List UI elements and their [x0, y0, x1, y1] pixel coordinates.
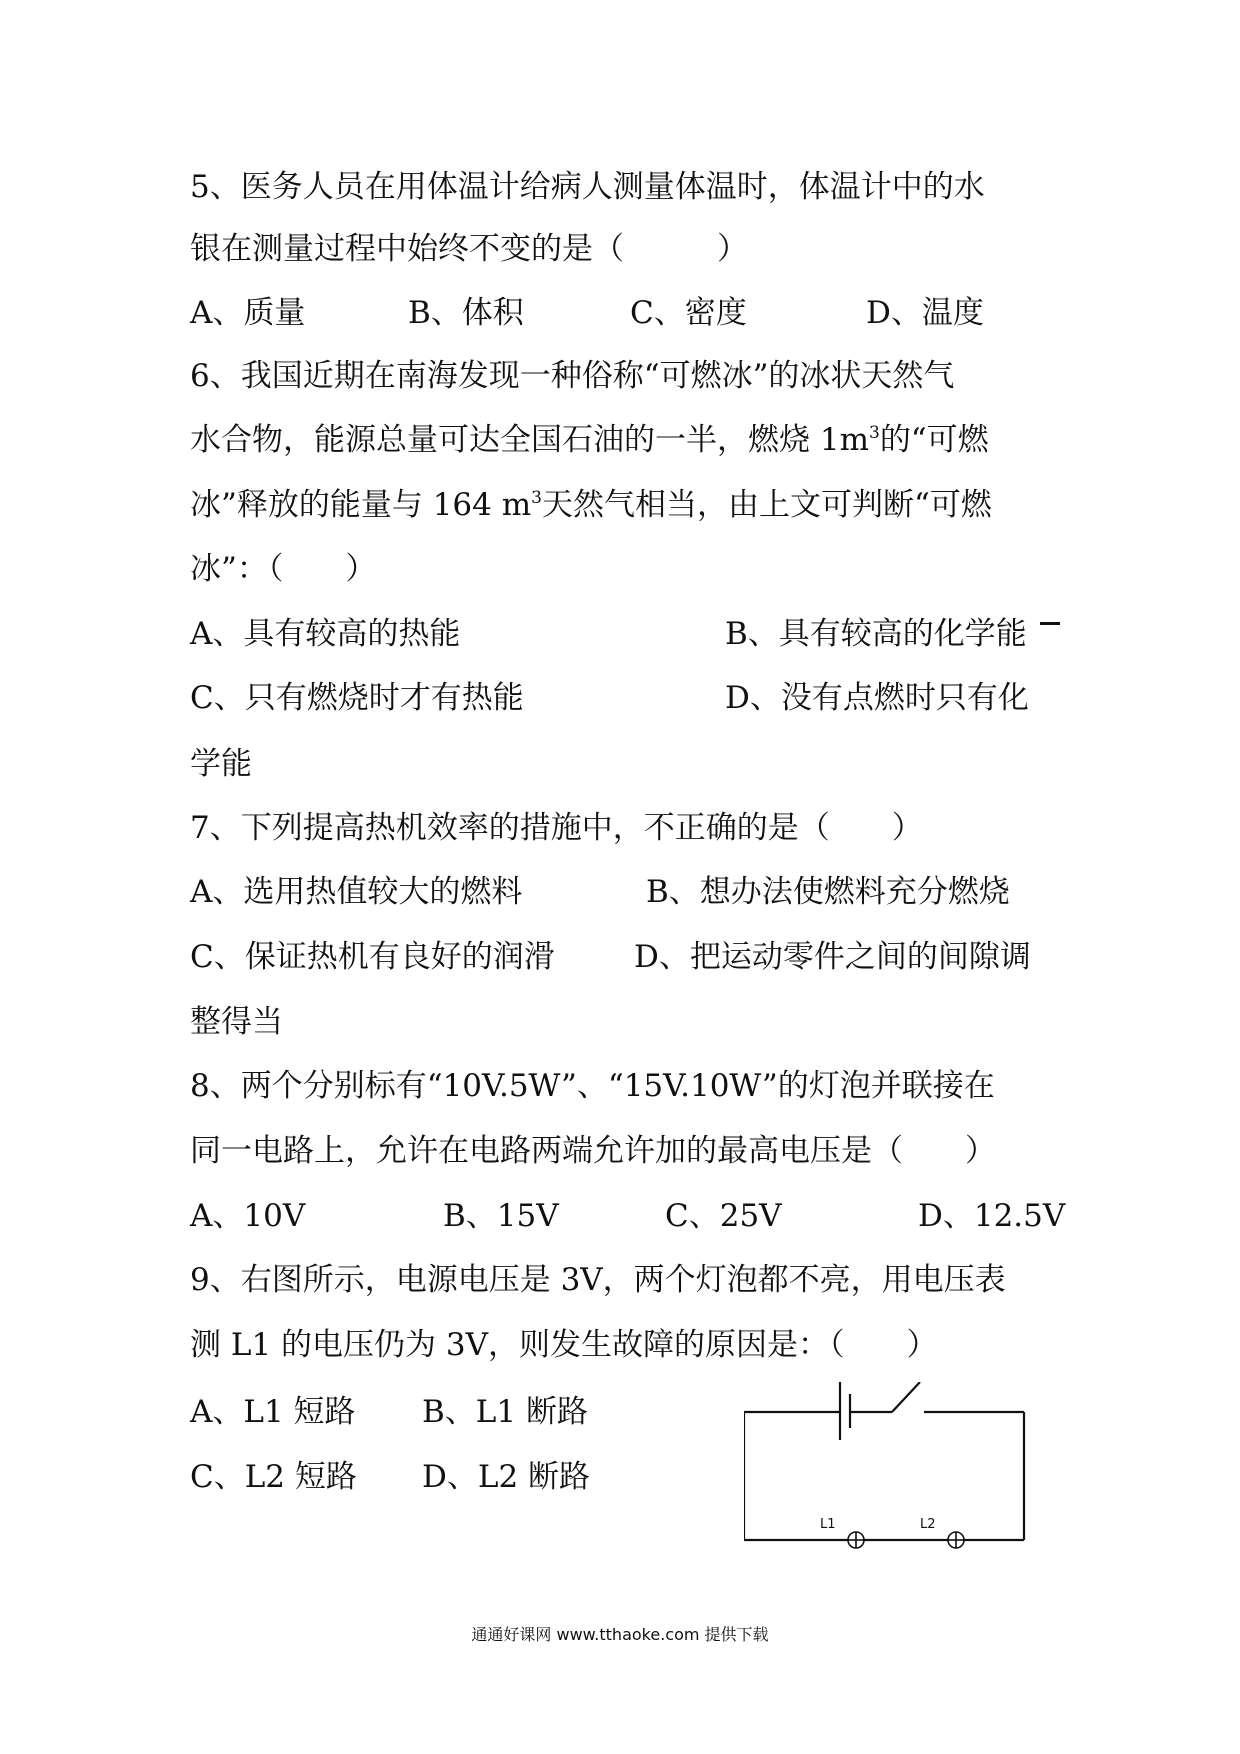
lamp-l1-label: L1 — [820, 1517, 836, 1532]
q5-option-c: C、密度 — [630, 295, 747, 331]
page-footer: 通通好课网 www.tthaoke.com 提供下载 — [471, 1625, 769, 1644]
switch-blade — [892, 1382, 920, 1412]
q9-option-d: D、L2 断路 — [422, 1459, 591, 1495]
q9-option-a: A、L1 短路 — [190, 1394, 356, 1430]
q5-option-b: B、体积 — [408, 295, 524, 331]
q5-option-d: D、温度 — [866, 295, 984, 331]
q6-option-b: B、具有较高的化学能 — [725, 616, 1027, 652]
lamp-l2-icon — [948, 1532, 964, 1548]
q8-option-a: A、10V — [190, 1198, 306, 1234]
q7-option-b: B、想办法使燃料充分燃烧 — [646, 874, 1010, 910]
q9-option-c: C、L2 短路 — [190, 1459, 357, 1495]
q7-option-c: C、保证热机有良好的润滑 — [190, 939, 555, 975]
q7-stem-line1: 7、下列提高热机效率的措施中，不正确的是（ ） — [190, 810, 923, 846]
q8-stem-line1: 8、两个分别标有“10V.5W”、“15V.10W”的灯泡并联接在 — [190, 1068, 995, 1104]
q5-option-a: A、质量 — [190, 295, 306, 331]
q6-stem-line3: 冰”释放的能量与 164 $m^3$天然气相当，由上文可判断“可燃 — [190, 487, 992, 523]
q9-option-b: B、L1 断路 — [422, 1394, 588, 1430]
q6-option-a: A、具有较高的热能 — [190, 616, 461, 652]
lamp-l2-label: L2 — [920, 1517, 936, 1532]
q6-stem-line4: 冰”：（ ） — [190, 551, 377, 587]
q6-option-d-continued: 学能 — [190, 746, 252, 782]
q5-stem-line1: 5、医务人员在用体温计给病人测量体温时，体温计中的水 — [190, 169, 985, 205]
q8-option-c: C、25V — [665, 1198, 782, 1234]
q9-stem-line2: 测 L1 的电压仍为 3V，则发生故障的原因是：（ ） — [190, 1327, 938, 1363]
q9-stem-line1: 9、右图所示，电源电压是 3V，两个灯泡都不亮，用电压表 — [190, 1262, 1006, 1298]
q6-option-d: D、没有点燃时只有化 — [725, 680, 1029, 716]
q6-stem-line2: 水合物，能源总量可达全国石油的一半，燃烧 $1m^3$的“可燃 — [190, 422, 989, 458]
q7-option-d: D、把运动零件之间的间隙调 — [634, 939, 1031, 975]
q8-stem-line2: 同一电路上，允许在电路两端允许加的最高电压是（ ） — [190, 1133, 996, 1169]
q5-stem-line2: 银在测量过程中始终不变的是（ ） — [190, 231, 748, 267]
q6-stem-line1: 6、我国近期在南海发现一种俗称“可燃冰”的冰状天然气 — [190, 358, 955, 394]
q6-option-c: C、只有燃烧时才有热能 — [190, 680, 524, 716]
lamp-l1-icon — [848, 1532, 864, 1548]
q7-option-d-continued: 整得当 — [190, 1004, 283, 1040]
q8-option-b: B、15V — [443, 1198, 559, 1234]
q8-option-d: D、12.5V — [918, 1198, 1066, 1234]
stray-mark — [1040, 622, 1060, 625]
circuit-diagram — [744, 1382, 1034, 1560]
q7-option-a: A、选用热值较大的燃料 — [190, 874, 523, 910]
